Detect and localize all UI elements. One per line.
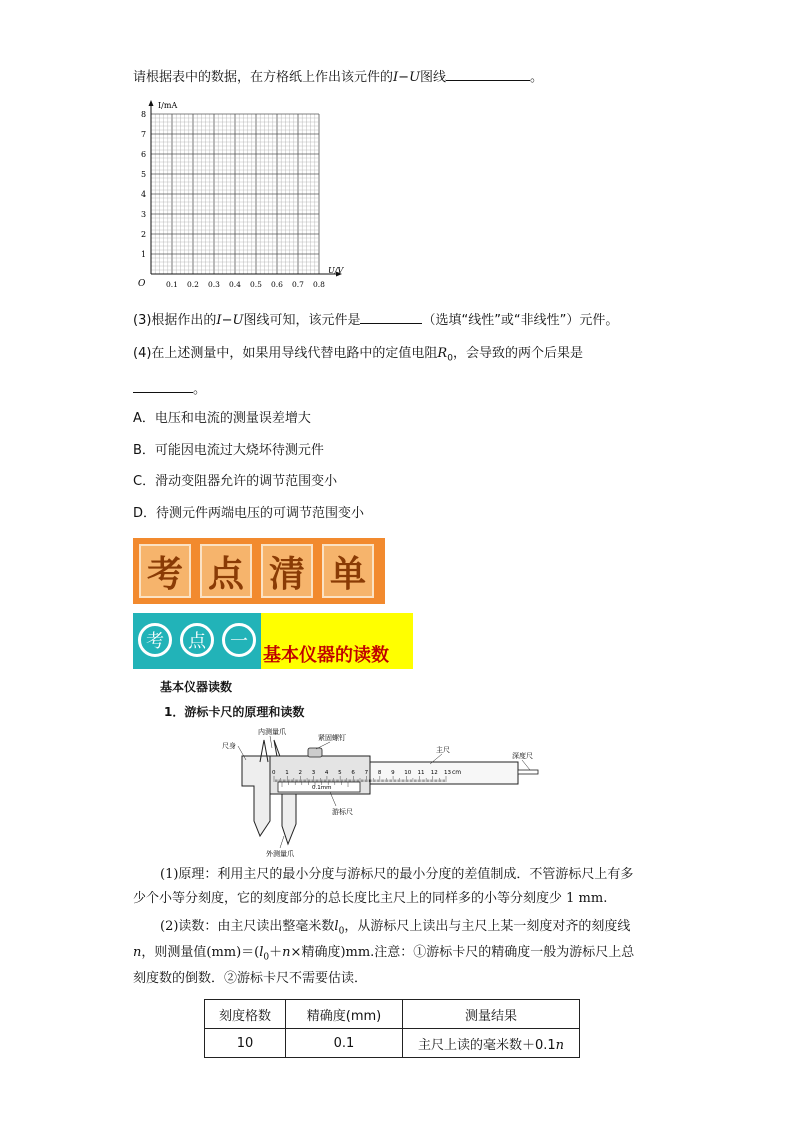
reading-line-2 [133, 944, 634, 967]
label-depth: 深度尺 [512, 752, 533, 760]
table-header: 测量结果 [403, 1000, 580, 1029]
main-scale-number: 4 [324, 770, 329, 776]
label-screw: 紧固螺钉 [318, 734, 346, 742]
y-axis-label: I/mA [158, 101, 178, 110]
q2-dash: − [398, 70, 410, 85]
table-cell: 0.1 [286, 1029, 403, 1058]
q4-answer-line [133, 378, 206, 399]
outer-jaw-moving [282, 794, 296, 844]
y-tick-label: 7 [141, 130, 147, 139]
main-scale-number: 9 [391, 770, 395, 776]
table-header: 精确度(mm) [286, 1000, 403, 1029]
main-scale-number: 11 [417, 770, 425, 776]
reading-sub: 0 [263, 952, 270, 963]
reading-sub: 0 [338, 926, 345, 937]
reading-var-l: l [259, 945, 264, 960]
x-tick-label: 0.8 [313, 280, 325, 289]
table-row [205, 1029, 580, 1058]
y-tick-label: 8 [141, 110, 147, 119]
q2-end: 。 [530, 70, 544, 85]
section-title-banner [261, 613, 413, 669]
x-tick-label: 0.6 [271, 280, 283, 289]
reading-var-l: l [334, 919, 339, 934]
y-tick-label: 4 [141, 190, 147, 199]
main-scale-number: 6 [351, 770, 355, 776]
reading-text: (2)读数：由主尺读出整毫米数 [160, 919, 335, 934]
option-a[interactable]: A．电压和电流的测量误差增大 [133, 411, 311, 426]
main-scale-number: 13 [444, 770, 451, 776]
x-axis-label: U/V [328, 266, 344, 275]
section-heading: 基本仪器读数 [160, 680, 233, 694]
main-scale-number: 12 [430, 770, 438, 776]
y-axis-arrow [149, 100, 154, 106]
banner-circle: 考 [138, 623, 172, 657]
q2-answer-blank[interactable] [446, 66, 530, 81]
banner-char: 清 [261, 544, 313, 598]
y-tick-label: 1 [141, 250, 147, 259]
q3-var-i: I [216, 313, 222, 328]
q2-line [133, 66, 543, 87]
x-tick-label: 0.2 [187, 280, 199, 289]
q2-prefix: 请根据表中的数据，在方格纸上作出该元件的 [133, 70, 394, 85]
banner-circle: 点 [180, 623, 214, 657]
q3-suffix: （选填“线性”或“非线性”）元件。 [422, 313, 619, 328]
q2-var-i: I [393, 70, 399, 85]
main-scale-number: 10 [404, 770, 412, 776]
unit-label: cm [452, 769, 462, 776]
label-vernier: 游标尺 [332, 808, 353, 816]
banner-char: 单 [322, 544, 374, 598]
label-body: 尺身 [222, 742, 236, 750]
y-tick-label: 2 [141, 230, 147, 239]
q4-sub: 0 [447, 353, 453, 364]
reading-var-n: n [133, 945, 142, 960]
reading-line-3: 刻度数的倒数．②游标卡尺不需要估读． [133, 971, 368, 986]
table-header: 刻度格数 [205, 1000, 286, 1029]
table-cell-text: 主尺上读的毫米数＋0.1 [417, 1037, 556, 1053]
q4-line [133, 345, 583, 368]
fixed-jaw [242, 756, 270, 836]
banner-char: 点 [200, 544, 252, 598]
q3-middle: 图线可知，该元件是 [243, 313, 361, 328]
main-scale-number: 5 [338, 770, 342, 776]
section-title: 基本仪器的读数 [263, 645, 389, 666]
graph-paper [133, 96, 353, 291]
q3-line [133, 309, 618, 330]
principle-line-2: 少个小等分刻度，它的刻度部分的总长度比主尺上的同样多的小等分刻度少 1 mm. [133, 891, 608, 906]
vernier-caliper-diagram [220, 726, 550, 858]
y-tick-label: 5 [141, 170, 147, 179]
main-scale-number: 2 [298, 770, 302, 776]
option-d[interactable]: D．待测元件两端电压的可调节范围变小 [133, 506, 365, 521]
depth-rod [518, 770, 538, 774]
option-b[interactable]: B．可能因电流过大烧坏待测元件 [133, 443, 324, 458]
q4-var-r: R [437, 346, 448, 361]
q4-end: 。 [193, 382, 207, 397]
origin-label: O [138, 279, 146, 289]
x-tick-label: 0.7 [292, 280, 304, 289]
x-tick-label: 0.5 [250, 280, 262, 289]
q3-answer-blank[interactable] [360, 309, 422, 324]
subsection-heading: 1．游标卡尺的原理和读数 [164, 705, 305, 719]
main-scale-number: 8 [377, 770, 382, 776]
precision-table [204, 999, 580, 1058]
table-cell [403, 1029, 580, 1058]
banner-kaodian-yi [133, 613, 261, 669]
principle-line-1: (1)原理：利用主尺的最小分度与游标尺的最小分度的差值制成．不管游标尺上有多 [160, 867, 634, 882]
main-scale-number: 0 [272, 770, 276, 776]
x-tick-label: 0.1 [166, 280, 178, 289]
q4-suffix: ，会导致的两个后果是 [452, 346, 583, 361]
table-cell: 10 [205, 1029, 286, 1058]
reading-line-1 [160, 918, 630, 941]
x-tick-label: 0.3 [208, 280, 220, 289]
label-main-scale: 主尺 [436, 746, 450, 754]
reading-text: ，从游标尺上读出与主尺上某一刻度对齐的刻度线 [344, 919, 631, 934]
option-c[interactable]: C．滑动变阻器允许的调节范围变小 [133, 474, 338, 489]
table-header-row [205, 1000, 580, 1029]
reading-text: ＋ [269, 945, 283, 960]
main-scale-number: 3 [311, 770, 316, 776]
reading-text: ，则测量值(mm)＝( [141, 945, 260, 960]
label-inner-jaw: 内测量爪 [258, 728, 286, 736]
q3-dash: − [221, 313, 233, 328]
x-tick-labels [166, 280, 325, 289]
clamp-screw [308, 748, 322, 757]
q4-prefix: (4)在上述测量中，如果用导线代替电路中的定值电阻 [133, 346, 438, 361]
main-scale-number: 1 [285, 770, 289, 776]
precision-label: 0.1mm [312, 785, 332, 791]
q2-suffix: 图线 [420, 70, 447, 85]
y-tick-label: 6 [141, 150, 147, 159]
q3-prefix: (3)根据作出的 [133, 313, 217, 328]
banner-kaodian-qingdan [133, 538, 385, 604]
q3-var-u: U [232, 313, 244, 328]
q4-answer-blank[interactable] [133, 378, 193, 393]
label-outer-jaw: 外测量爪 [266, 850, 294, 858]
main-scale-number: 7 [364, 770, 369, 776]
banner-circle: 一 [222, 623, 256, 657]
q2-var-u: U [409, 70, 421, 85]
reading-var-n: n [282, 945, 291, 960]
grid [151, 114, 319, 274]
x-tick-label: 0.4 [229, 280, 241, 289]
table-cell-var: n [555, 1037, 565, 1053]
banner-char: 考 [139, 544, 191, 598]
reading-text: ×精确度)mm.注意：①游标卡尺的精确度一般为游标尺上总 [290, 945, 635, 960]
y-tick-label: 3 [141, 210, 147, 219]
y-tick-labels [141, 110, 146, 259]
